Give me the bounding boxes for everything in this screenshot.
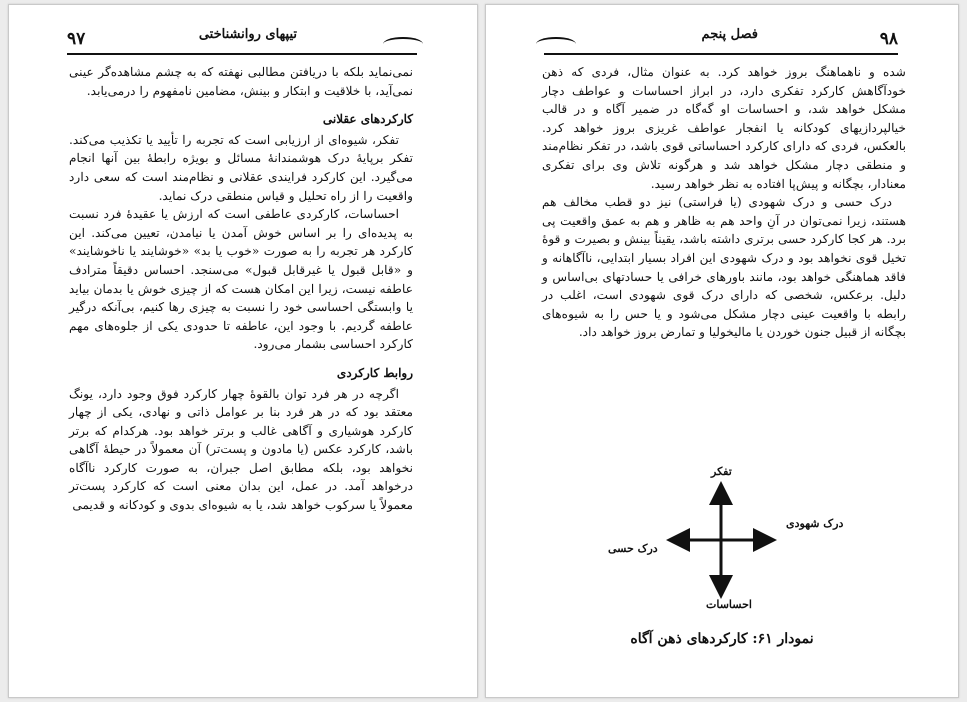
paragraph-1: شده و ناهماهنگ بروز خواهد کرد. به عنوان مثال، فردی که ذهن خودآگاهش کارکرد تفکری دارد، در ابراز احساسات و عواطف دچار مشکل خواهد شد، و احساسات او گه‌گاه در ضمیر آگاه و در قالب خیالپردازیهای کودکانه یا انفجار عواطف غریزی بروز خواهد کرد. بالعکس، فردی که دارای کارکرد احساساتی قوی باشد، در تفکر نظام‌مند و منطقی دچار مشکل خواهد شد و هرگونه تلاش وی برای تفکری معنادار، بچگانه و پیش‌پا افتاده به نظر خواهد رسید. [542, 65, 906, 191]
cross-arrows-diagram [596, 465, 866, 615]
section-heading-rational: کارکردهای عقلانی [322, 112, 413, 127]
thinking-paragraph: تفکر، شیوه‌ای از ارزیابی است که تجربه را تأیید یا تکذیب می‌کند. تفکر برپایهٔ درک هوشمندانهٔ مسائل و بویژه رابطهٔ بین آنها انجام می‌گیرد. این کارکرد فرایندی عقلانی و نظام‌مند است که سعی دارد واقعیت را از راه تحلیل و قیاس منطقی درک نماید. [69, 132, 413, 203]
diagram-label-top: تفکر [711, 465, 732, 478]
diagram-label-bottom: احساسات [706, 598, 752, 611]
left-page-header [67, 25, 417, 55]
left-page [8, 4, 478, 698]
functions-diagram [596, 465, 866, 615]
header-ornament [536, 37, 576, 51]
page-number: ۹۷ [67, 29, 86, 49]
right-page-header [544, 25, 898, 55]
page-number: ۹۸ [879, 29, 898, 49]
paragraph-2: درک حسی و درک شهودی (یا فراستی) نیز دو قطب مخالف هم هستند، زیرا نمی‌توان در آنِ واحد هم به ظاهر و هم به عمق واقعیت پی برد. هر کجا کارکرد حسی برتری داشته باشد، یقیناً بینش و بصیرت و قوهٔ تخیل قوی نخواهد بود و درک شهودی این افراد بسیار ابتدایی، ناآگاهانه و فاقد هماهنگی خواهد بود، مانند باورهای خرافی یا حسادتهای بی‌اساس و دلیل. برعکس، شخصی که دارای درک قوی شهودی است، اغلب در رابطه با واقعیت عینی دچار مشکل می‌شود و یا حس را به شیوه‌های بچگانه از قبیل جنون خوردن یا مالیخولیا و تمارض بروز خواهد داد. [542, 195, 906, 340]
section-heading-relations: روابط کارکردی [336, 365, 413, 380]
right-page [485, 4, 959, 698]
intro-paragraph: نمی‌نماید بلکه با دریافتن مطالبی نهفته که به چشم مشاهده‌گر عینی نمی‌آید، با خلاقیت و ابتکار و بینش، مضامین نامفهوم را درمی‌یابد. [69, 65, 413, 98]
running-title: تیپهای روانشناختی [198, 27, 297, 42]
header-rule [544, 53, 898, 55]
header-rule [67, 53, 417, 55]
right-page-body [542, 63, 906, 342]
figure-caption: نمودار ۶۱: کارکردهای ذهن آگاه [630, 631, 814, 647]
header-ornament [383, 37, 423, 51]
feeling-paragraph: احساسات، کارکردی عاطفی است که ارزش یا عقیدهٔ فرد نسبت به پدیده‌ای را بر اساس خوش آمدن یا نیامدن، تعیین می‌کند. این کارکرد هر تجربه را به صورت «خوب یا بد» «خوشایند یا ناخوشایند» و «قابل قبول یا غیرقابل قبول» می‌سنجد. احساس دقیقاً مترادف عاطفه نیست، زیرا این امکان هست که از چیزی خوش یا بدمان بیاید یا وابستگی احساسی خود را نسبت به چیزی رها کنیم، بی‌آنکه درگیر عاطفه گردیم. با وجود این، عاطفه تا حدودی یکی از جلوه‌های مهم کارکرد احساسی بشمار می‌رود. [69, 207, 413, 352]
diagram-label-right: درک شهودی [786, 517, 844, 530]
diagram-label-left: درک حسی [608, 542, 658, 555]
left-page-body [69, 63, 413, 515]
relations-paragraph: اگرچه در هر فرد توان بالقوهٔ چهار کارکرد فوق وجود دارد، یونگ معتقد بود که در هر فرد بنا بر عوامل ذاتی و نهادی، یکی از چهار کارکرد هوشیاری و آگاهی غالب و برتر خواهد بود. هرکدام که برتر باشد، کارکرد عکس (یا مادون و پست‌تر) آن معمولاً در حیطهٔ آگاهی نخواهد بود، بلکه مطابق اصل جبران، به صورت کارکرد ناآگاه درخواهد آمد. در عمل، این بدان معنی است که کارکرد پست‌تر معمولاً یا سرکوب خواهد شد، یا به شیوه‌ای بدوی و کودکانه و قدیمی [69, 386, 413, 513]
running-title: فصل پنجم [701, 27, 758, 42]
